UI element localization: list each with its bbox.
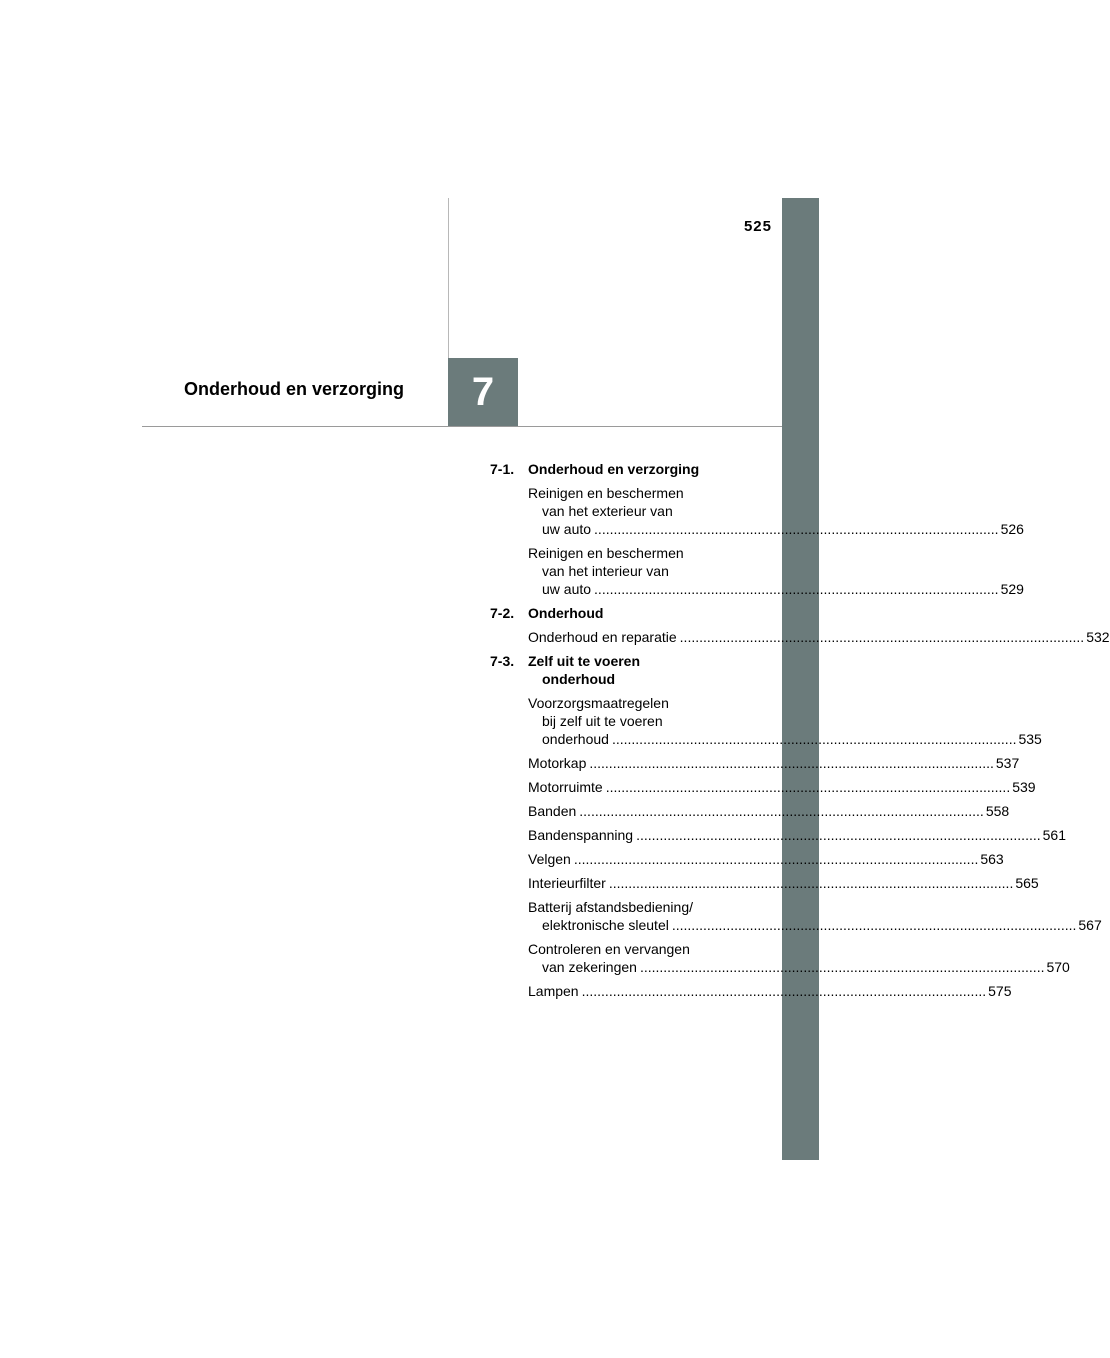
leader-dots (606, 778, 1011, 796)
section-number: 7-3. (490, 653, 515, 669)
entry-page-number: 570 (1046, 959, 1070, 975)
section-number: 7-1. (490, 461, 515, 477)
toc-entry[interactable] (528, 754, 1020, 772)
chapter-number-box: 7 (448, 358, 518, 426)
toc-entry[interactable] (528, 484, 1024, 538)
entry-page-number: 558 (985, 803, 1010, 819)
entry-text: uw auto (542, 581, 592, 597)
entry-text: onderhoud (542, 731, 609, 747)
entry-page-number: 567 (1078, 917, 1102, 933)
page-number: 525 (743, 218, 772, 235)
entry-line: bij zelf uit te voeren (542, 713, 663, 729)
toc-entry[interactable] (528, 874, 1039, 892)
entry-line: Controleren en vervangen (528, 941, 690, 957)
toc-entry[interactable] (528, 850, 1004, 868)
entry-page-number: 563 (980, 851, 1004, 867)
entry-line-last (528, 916, 1102, 934)
entry-text: Motorkap (528, 755, 587, 771)
entry-text: Onderhoud en reparatie (528, 629, 677, 645)
vertical-divider (448, 198, 449, 360)
entry-page-number: 575 (988, 983, 1012, 999)
toc-entry[interactable] (528, 778, 1036, 796)
entry-page-number: 537 (995, 755, 1020, 771)
toc-section (490, 460, 1024, 598)
toc-entry[interactable] (528, 898, 1102, 934)
leader-dots (594, 581, 999, 597)
toc-entry[interactable] (528, 982, 1012, 1000)
leader-dots (589, 754, 994, 772)
entry-page-number: 532 (1086, 629, 1110, 645)
toc-entry[interactable] (528, 544, 1024, 598)
entry-text: Motorruimte (528, 779, 603, 795)
entry-text: Bandenspanning (528, 827, 634, 843)
horizontal-divider (142, 426, 782, 427)
entry-page-number: 535 (1018, 731, 1042, 747)
entry-line-last (528, 958, 1070, 976)
entry-text: Velgen (528, 851, 571, 867)
leader-dots (636, 826, 1041, 844)
entry-line: Batterij afstandsbediening/ (528, 899, 693, 915)
toc-entry[interactable] (528, 802, 1010, 820)
toc-entry[interactable] (528, 628, 1110, 646)
section-title (528, 604, 740, 622)
entry-page-number: 561 (1042, 827, 1066, 843)
entry-line-last (528, 826, 1066, 844)
leader-dots (579, 802, 984, 820)
leader-dots (640, 959, 1045, 975)
entry-text: elektronische sleutel (542, 917, 669, 933)
leader-dots (612, 731, 1017, 747)
entry-text: uw auto (542, 521, 592, 537)
leader-dots (574, 850, 979, 868)
entry-page-number: 539 (1012, 779, 1036, 795)
toc-section (490, 652, 1102, 1000)
section-title-line: Zelf uit te voeren (528, 653, 641, 669)
entry-line-last (528, 730, 1042, 748)
entry-line-last (528, 802, 1010, 820)
table-of-contents (490, 460, 1110, 1006)
toc-section (490, 604, 1110, 646)
entry-page-number: 565 (1015, 875, 1039, 891)
section-title (528, 460, 740, 478)
entry-line-last (528, 874, 1039, 892)
entry-line: van het exterieur van (542, 503, 673, 519)
section-number: 7-2. (490, 605, 515, 621)
section-title-line: Onderhoud (528, 605, 604, 621)
entry-text: Banden (528, 803, 577, 819)
entry-line: Voorzorgsmaatregelen (528, 695, 669, 711)
toc-entry[interactable] (528, 826, 1066, 844)
entry-page-number: 529 (1000, 581, 1024, 597)
toc-entry[interactable] (528, 940, 1070, 976)
entry-line: van het interieur van (542, 563, 669, 579)
entry-page-number: 526 (1000, 521, 1024, 537)
section-title (528, 652, 740, 688)
section-title-line: onderhoud (542, 671, 616, 687)
chapter-side-tab (782, 198, 819, 1160)
section-title-line: Onderhoud en verzorging (528, 461, 700, 477)
entry-line-last (528, 850, 1004, 868)
entry-text: Lampen (528, 983, 579, 999)
entry-line: Reinigen en beschermen (528, 485, 684, 501)
entry-line-last (528, 580, 1024, 598)
entry-line-last (528, 520, 1024, 538)
leader-dots (672, 917, 1077, 933)
entry-text: Interieurfilter (528, 875, 606, 891)
leader-dots (582, 982, 987, 1000)
leader-dots (680, 628, 1085, 646)
entry-line-last (528, 982, 1012, 1000)
leader-dots (594, 521, 999, 537)
entry-line-last (528, 778, 1036, 796)
leader-dots (609, 874, 1014, 892)
toc-entry[interactable] (528, 694, 1042, 748)
entry-text: van zekeringen (542, 959, 637, 975)
chapter-title: Onderhoud en verzorging (184, 379, 405, 399)
entry-line: Reinigen en beschermen (528, 545, 684, 561)
entry-line-last (528, 754, 1020, 772)
entry-line-last (528, 628, 1110, 646)
